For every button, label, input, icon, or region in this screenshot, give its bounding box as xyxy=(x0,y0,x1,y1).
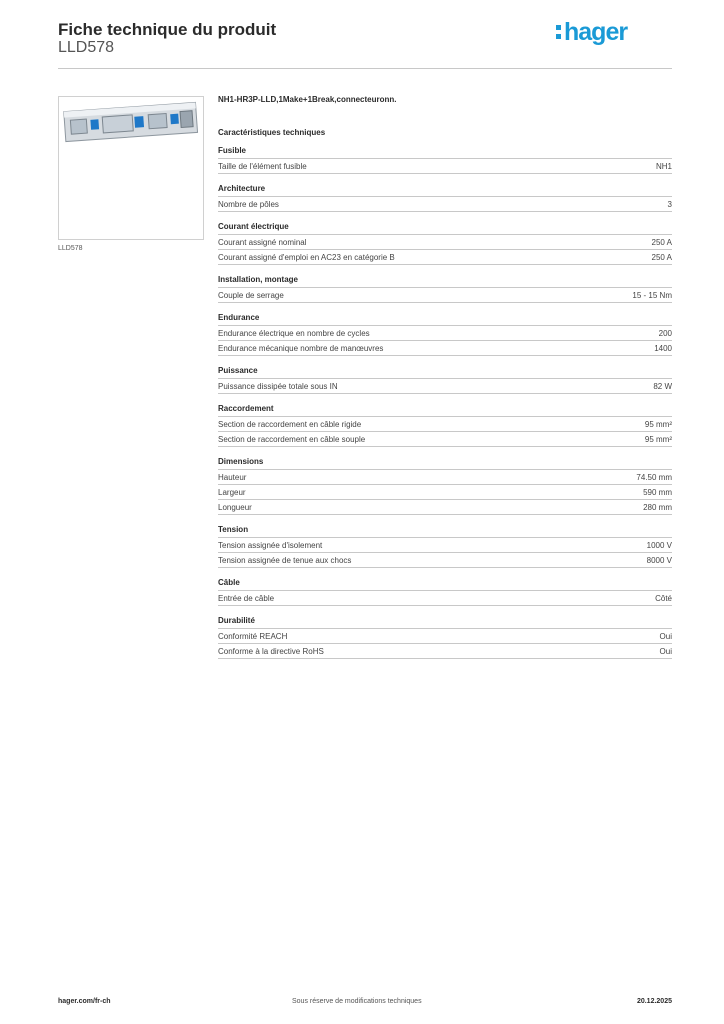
footer-notice: Sous réserve de modifications techniques xyxy=(292,998,422,1005)
header-divider xyxy=(58,68,672,69)
spec-group-title: Raccordement xyxy=(218,404,274,413)
spec-row xyxy=(218,417,672,432)
svg-text:hager: hager xyxy=(564,18,628,46)
spec-row xyxy=(218,500,672,515)
spec-label: Hauteur xyxy=(218,472,247,482)
spec-value: 74.50 mm xyxy=(636,472,672,482)
product-image xyxy=(58,96,204,240)
spec-group-title: Tension xyxy=(218,525,249,534)
spec-row xyxy=(218,470,672,485)
spec-value: 250 A xyxy=(651,237,672,247)
spec-label: Longueur xyxy=(218,502,252,512)
spec-row xyxy=(218,591,672,606)
spec-row xyxy=(218,553,672,568)
spec-label: Section de raccordement en câble rigide xyxy=(218,419,362,429)
spec-value: 250 A xyxy=(651,252,672,262)
spec-value: Côté xyxy=(655,593,672,603)
spec-value: 82 W xyxy=(653,381,672,391)
spec-row xyxy=(218,197,672,212)
spec-label: Entrée de câble xyxy=(218,593,275,603)
footer-website[interactable]: hager.com/fr-ch xyxy=(58,998,111,1005)
spec-group-title: Endurance xyxy=(218,313,260,322)
spec-value: 1400 xyxy=(654,343,672,353)
spec-row xyxy=(218,379,672,394)
spec-label: Tension assignée d'isolement xyxy=(218,540,323,550)
spec-value: 1000 V xyxy=(646,540,672,550)
spec-row xyxy=(218,250,672,265)
spec-row xyxy=(218,326,672,341)
spec-label: Endurance électrique en nombre de cycles xyxy=(218,328,370,338)
spec-row xyxy=(218,485,672,500)
spec-label: Courant assigné nominal xyxy=(218,237,307,247)
spec-row xyxy=(218,341,672,356)
spec-value: 200 xyxy=(658,328,672,338)
spec-label: Endurance mécanique nombre de manœuvres xyxy=(218,343,384,353)
spec-group-title: Durabilité xyxy=(218,616,255,625)
tech-heading: Caractéristiques techniques xyxy=(218,128,326,137)
spec-value: Oui xyxy=(659,631,672,641)
spec-group-title: Câble xyxy=(218,578,240,587)
spec-group-title: Installation, montage xyxy=(218,275,299,284)
spec-row xyxy=(218,159,672,174)
footer-date: 20.12.2025 xyxy=(636,998,672,1005)
spec-label: Puissance dissipée totale sous IN xyxy=(218,381,338,391)
product-image-caption: LLD578 xyxy=(58,245,83,252)
page-title: Fiche technique du produit xyxy=(58,20,277,39)
spec-label: Largeur xyxy=(218,487,246,497)
spec-row xyxy=(218,629,672,644)
spec-value: 280 mm xyxy=(643,502,672,512)
spec-value: 95 mm² xyxy=(644,419,672,429)
spec-label: Taille de l'élément fusible xyxy=(218,161,307,171)
spec-sheet xyxy=(218,95,672,659)
spec-row xyxy=(218,432,672,447)
spec-group-title: Fusible xyxy=(218,146,247,155)
spec-row xyxy=(218,538,672,553)
spec-label: Tension assignée de tenue aux chocs xyxy=(218,555,352,565)
product-description: NH1-HR3P-LLD,1Make+1Break,connecteuronn. xyxy=(218,95,397,104)
spec-label: Couple de serrage xyxy=(218,290,284,300)
spec-label: Courant assigné d'emploi en AC23 en catégorie B xyxy=(218,252,395,262)
spec-groups xyxy=(218,144,672,659)
spec-value: Oui xyxy=(659,646,672,656)
spec-group-title: Puissance xyxy=(218,366,258,375)
product-code: LLD578 xyxy=(58,39,115,56)
hager-logo xyxy=(554,16,654,48)
spec-label: Conforme à la directive RoHS xyxy=(218,646,324,656)
spec-row xyxy=(218,235,672,250)
spec-value: 15 - 15 Nm xyxy=(632,290,672,300)
spec-value: 95 mm² xyxy=(644,434,672,444)
spec-group-title: Architecture xyxy=(218,184,266,193)
spec-value: 8000 V xyxy=(646,555,672,565)
spec-value: 590 mm xyxy=(643,487,672,497)
spec-label: Nombre de pôles xyxy=(218,199,279,209)
spec-group-title: Courant électrique xyxy=(218,222,289,231)
spec-value: 3 xyxy=(667,199,672,209)
spec-group-title: Dimensions xyxy=(218,457,264,466)
spec-label: Conformité REACH xyxy=(218,631,288,641)
spec-row xyxy=(218,644,672,659)
spec-label: Section de raccordement en câble souple xyxy=(218,434,366,444)
spec-value: NH1 xyxy=(655,161,672,171)
spec-row xyxy=(218,288,672,303)
